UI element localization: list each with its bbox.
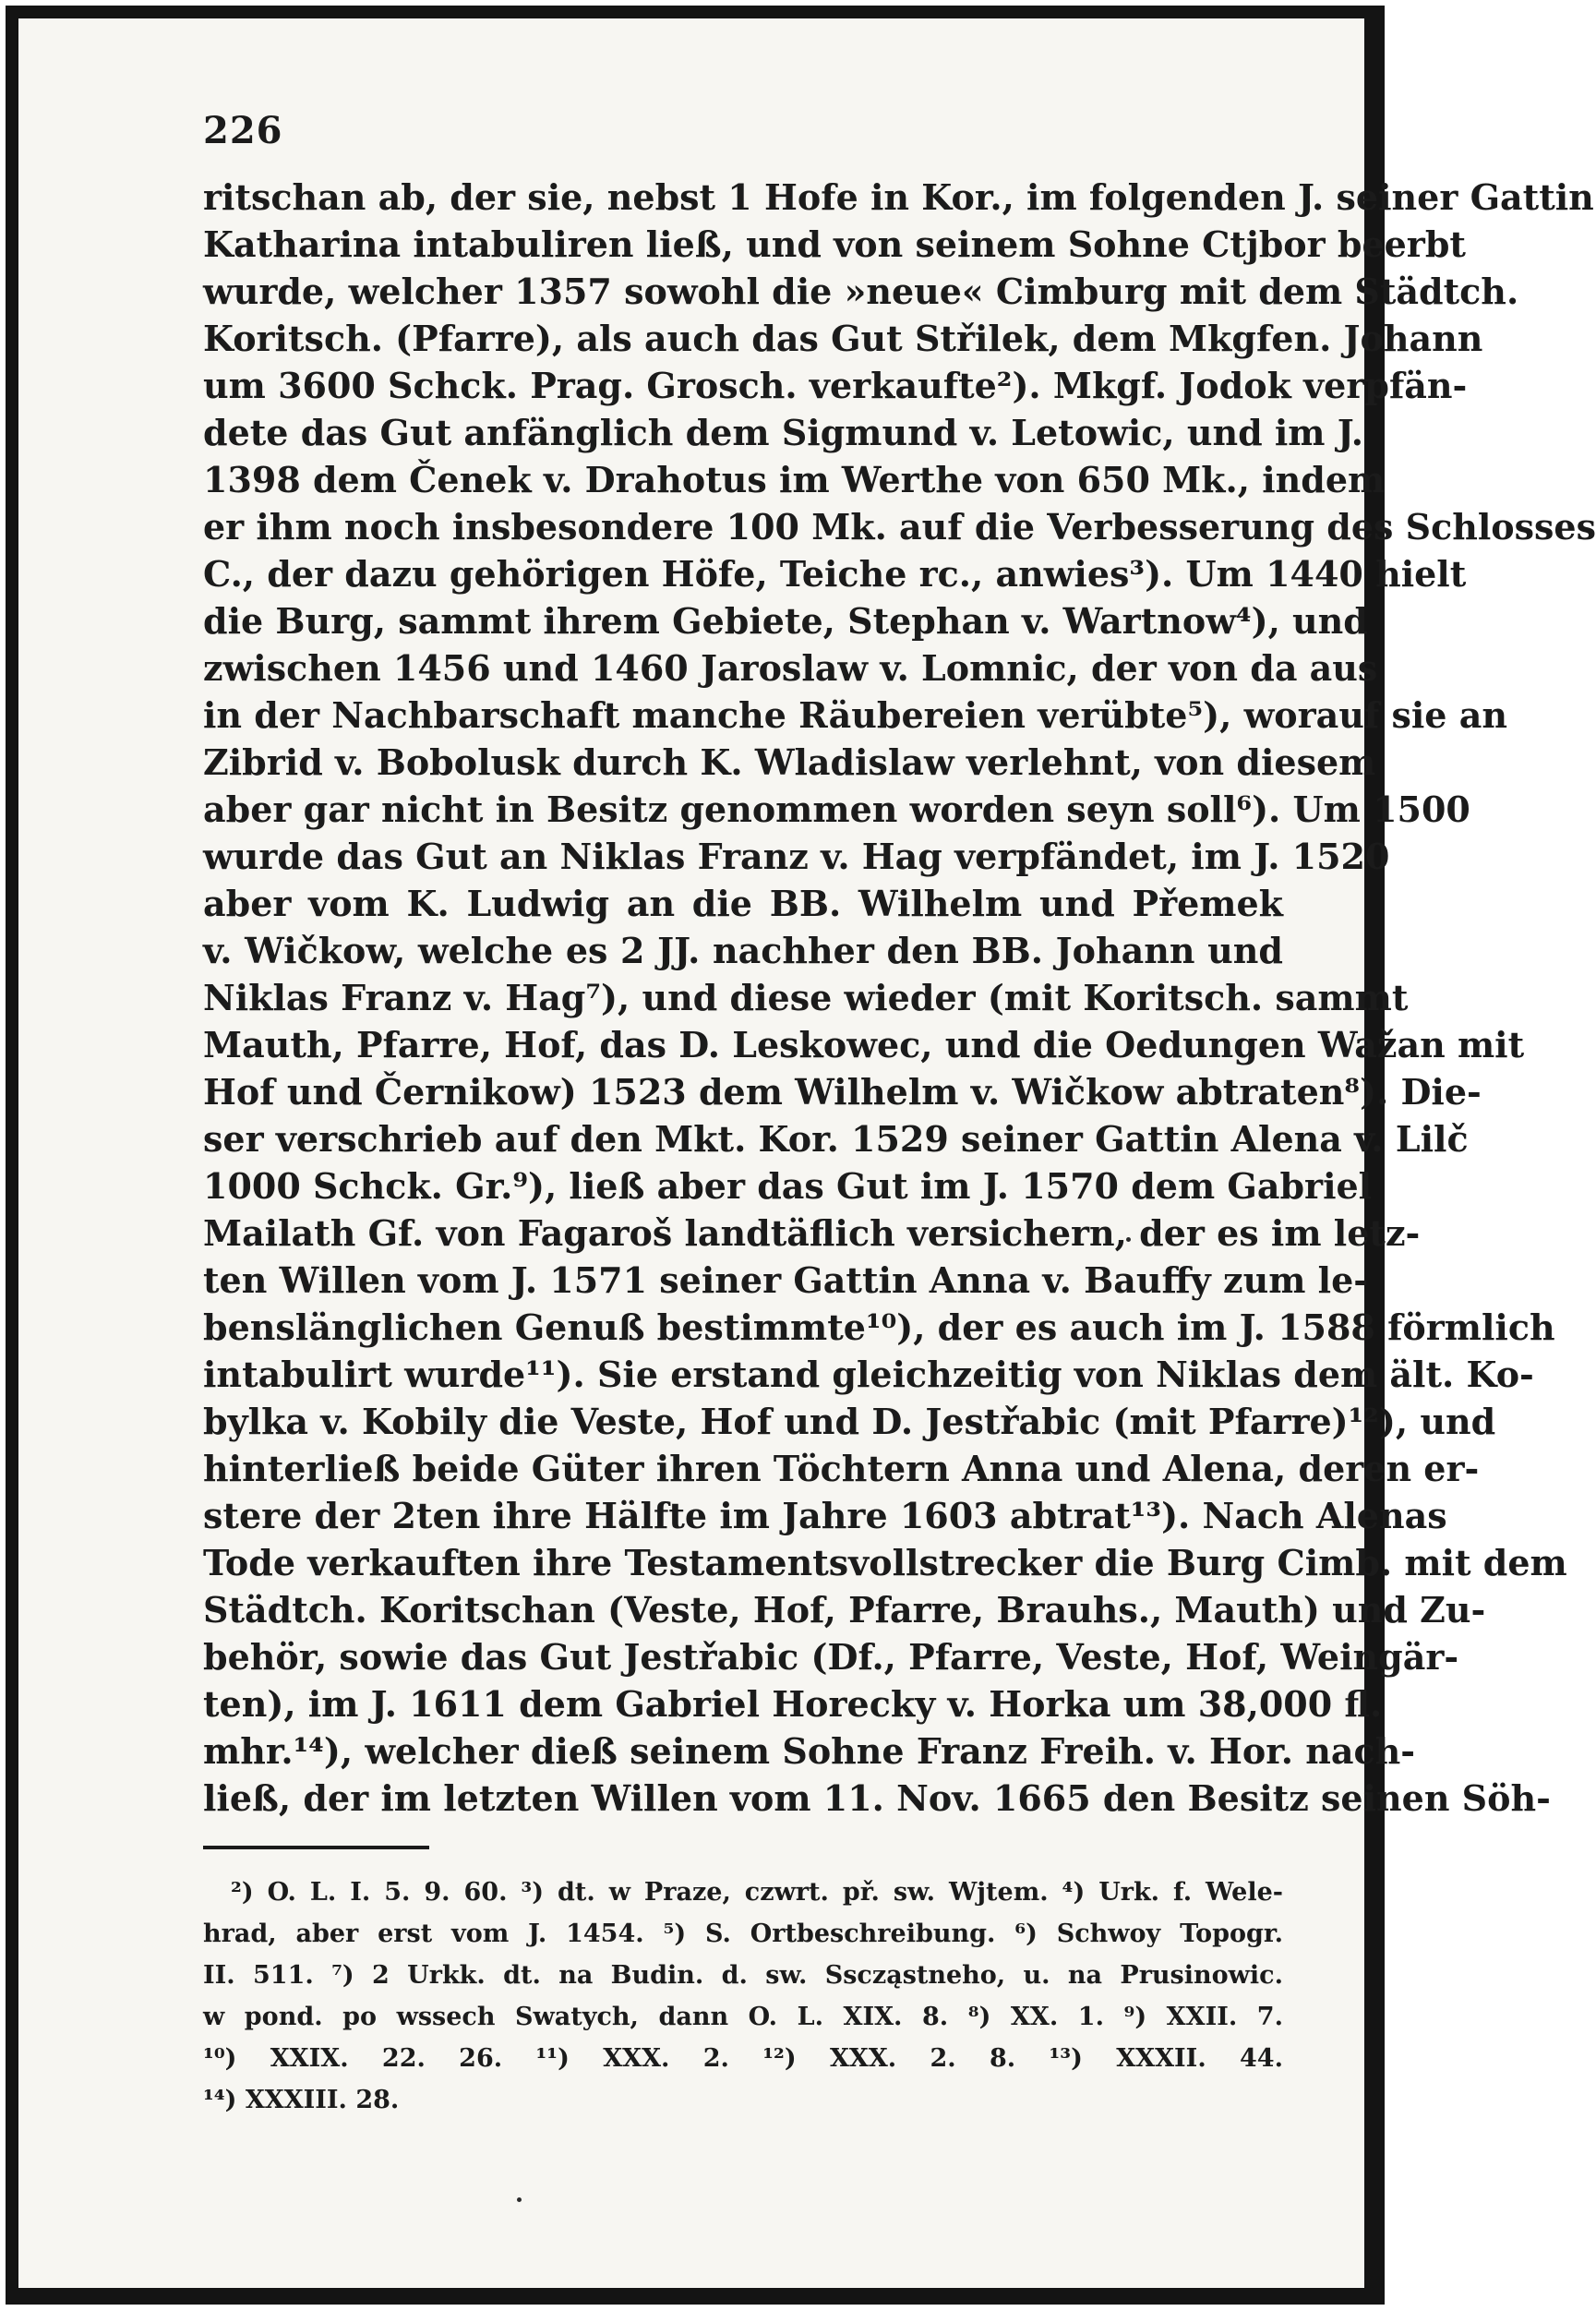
body-line: 1398 dem Čenek v. Drahotus im Werthe von 650 Mk., indem [203, 459, 1386, 500]
body-line: intabulirt wurde¹¹). Sie erstand gleichzeitig von Niklas dem ält. Ko- [203, 1354, 1534, 1395]
body-line: wurde, welcher 1357 sowohl die »neue« Cimburg mit dem Städtch. [203, 271, 1519, 312]
footnote-line: ²) O. L. I. 5. 9. 60. ³) dt. w Praze, czwrt. př. sw. Wjtem. ⁴) Urk. f. Wele- [231, 1878, 1283, 1907]
body-line: v. Wičkow, welche es 2 JJ. nachher den BB. Johann und [203, 930, 1283, 971]
body-line: aber vom K. Ludwig an die BB. Wilhelm und Přemek [203, 883, 1283, 924]
body-line: ten Willen vom J. 1571 seiner Gattin Anna v. Bauffy zum le- [203, 1259, 1369, 1301]
footnote-line: ¹⁴) XXXIII. 28. [203, 2086, 400, 2114]
body-line: Niklas Franz v. Hag⁷), und diese wieder (mit Koritsch. sammt [203, 977, 1409, 1018]
body-line: Zibrid v. Bobolusk durch K. Wladislaw verlehnt, von diesem [203, 741, 1376, 783]
body-line: wurde das Gut an Niklas Franz v. Hag verpfändet, im J. 1520 [203, 836, 1390, 877]
body-line: Koritsch. (Pfarre), als auch das Gut Střilek, dem Mkgfen. Johann [203, 318, 1483, 359]
footnote-line: hrad, aber erst vom J. 1454. ⁵) S. Ortbeschreibung. ⁶) Schwoy Topogr. [203, 1920, 1283, 1948]
body-line: ließ, der im letzten Willen vom 11. Nov. 1665 den Besitz seinen Söh- [203, 1777, 1551, 1819]
body-line: Mauth, Pfarre, Hof, das D. Leskowec, und die Oedungen Wažan mit [203, 1024, 1525, 1065]
body-line: bylka v. Kobily die Veste, Hof und D. Jestřabic (mit Pfarre)¹²), und [203, 1401, 1496, 1442]
body-line: C., der dazu gehörigen Höfe, Teiche rc., anwies³). Um 1440 hielt [203, 553, 1467, 595]
body-line: Hof und Černikow) 1523 dem Wilhelm v. Wičkow abtraten⁸). Die- [203, 1071, 1482, 1113]
body-line: behör, sowie das Gut Jestřabic (Df., Pfarre, Veste, Hof, Weingär- [203, 1636, 1459, 1678]
body-line: er ihm noch insbesondere 100 Mk. auf die Verbesserung des Schlosses [203, 506, 1596, 548]
page-number: 226 [203, 109, 283, 152]
body-line: Mailath Gf. von Fagaroš landtäflich versichern, der es im letz- [203, 1212, 1421, 1254]
body-line: mhr.¹⁴), welcher dieß seinem Sohne Franz Freih. v. Hor. nach- [203, 1730, 1415, 1772]
body-line: Tode verkauften ihre Testamentsvollstrecker die Burg Cimb. mit dem [203, 1542, 1567, 1583]
body-line: zwischen 1456 und 1460 Jaroslaw v. Lomnic, der von da aus [203, 647, 1378, 689]
body-line: die Burg, sammt ihrem Gebiete, Stephan v. Wartnow⁴), und [203, 600, 1368, 642]
body-line: ten), im J. 1611 dem Gabriel Horecky v. Horka um 38,000 fl. [203, 1683, 1383, 1725]
footnote-line: w pond. po wssech Swatych, dann O. L. XIX. 8. ⁸) XX. 1. ⁹) XXII. 7. [203, 2003, 1283, 2031]
body-line: in der Nachbarschaft manche Räubereien verübte⁵), worauf sie an [203, 694, 1507, 736]
footnotes [203, 1872, 1283, 2121]
footnote-line: II. 511. ⁷) 2 Urkk. dt. na Budin. d. sw. Sscząstneho, u. na Prusinowic. [203, 1961, 1283, 1990]
page-content [185, 92, 1596, 2121]
body-line: ser verschrieb auf den Mkt. Kor. 1529 seiner Gattin Alena v. Lilč [203, 1118, 1469, 1160]
body-line: um 3600 Schck. Prag. Grosch. verkaufte²). Mkgf. Jodok verpfän- [203, 365, 1468, 406]
ink-speck [517, 2197, 522, 2202]
body-line: ritschan ab, der sie, nebst 1 Hofe in Kor., im folgenden J. seiner Gattin [203, 176, 1594, 218]
body-line: 1000 Schck. Gr.⁹), ließ aber das Gut im J. 1570 dem Gabriel [203, 1165, 1373, 1207]
body-line: aber gar nicht in Besitz genommen worden seyn soll⁶). Um 1500 [203, 788, 1470, 830]
body-line: benslänglichen Genuß bestimmte¹⁰), der es auch im J. 1588 förmlich [203, 1306, 1555, 1348]
body-line: dete das Gut anfänglich dem Sigmund v. Letowic, und im J. [203, 412, 1364, 453]
body-line: hinterließ beide Güter ihren Töchtern Anna und Alena, deren er- [203, 1448, 1480, 1489]
body-line: stere der 2ten ihre Hälfte im Jahre 1603 abtrat¹³). Nach Alenas [203, 1495, 1447, 1536]
footnote-divider [203, 1846, 429, 1849]
footnote-line: ¹⁰) XXIX. 22. 26. ¹¹) XXX. 2. ¹²) XXX. 2. 8. ¹³) XXXII. 44. [203, 2044, 1283, 2073]
body-line: Katharina intabuliren ließ, und von seinem Sohne Ctjbor beerbt [203, 223, 1466, 265]
body-text [203, 174, 1596, 1822]
body-line: Städtch. Koritschan (Veste, Hof, Pfarre, Brauhs., Mauth) und Zu- [203, 1589, 1486, 1631]
